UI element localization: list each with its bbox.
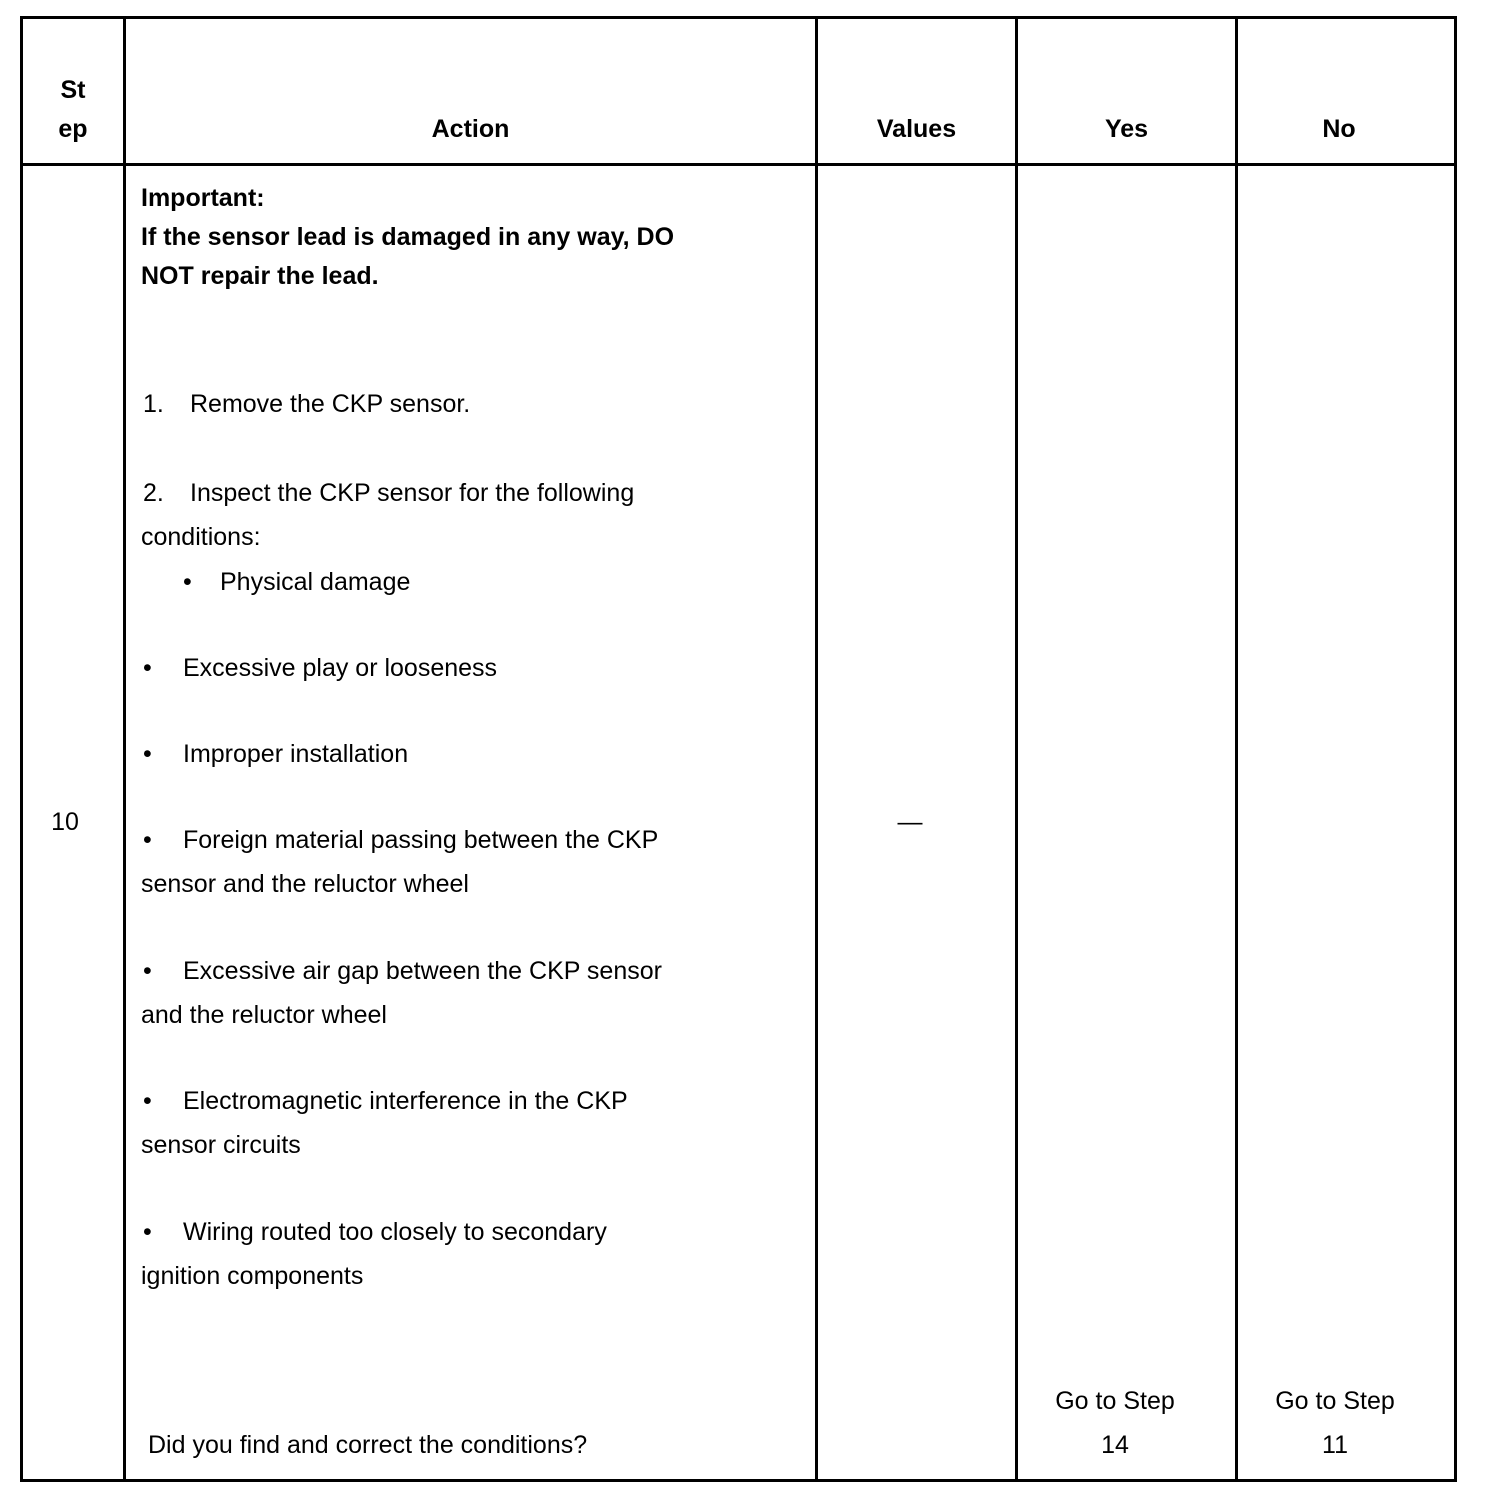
header-step-line2: ep — [58, 115, 88, 143]
yes-goto-step: 14 — [1101, 1431, 1129, 1459]
step-number: 10 — [51, 808, 79, 836]
condition-text: Physical damage — [220, 568, 411, 596]
bullet-glyph: • — [183, 568, 192, 596]
condition-text-cont: ignition components — [141, 1262, 364, 1290]
header-no: No — [1322, 115, 1356, 143]
values-cell: — — [897, 808, 923, 836]
action-step-1 — [143, 390, 470, 419]
action-step-2-text-cont: conditions: — [141, 523, 261, 551]
condition-text-cont: and the reluctor wheel — [141, 1001, 387, 1029]
condition-text: Wiring routed too closely to secondary — [183, 1218, 607, 1246]
important-label: Important: — [141, 184, 265, 212]
condition-text: Excessive air gap between the CKP sensor — [183, 957, 662, 985]
condition-text-cont: sensor and the reluctor wheel — [141, 870, 469, 898]
header-divider — [23, 163, 1454, 166]
condition-item — [143, 957, 662, 986]
important-line-1: If the sensor lead is damaged in any way, DO — [141, 223, 675, 251]
no-goto-label: Go to Step — [1275, 1387, 1395, 1415]
column-divider — [815, 19, 818, 1479]
yes-goto-label: Go to Step — [1055, 1387, 1175, 1415]
condition-item — [143, 1087, 628, 1116]
column-divider — [123, 19, 126, 1479]
action-step-1-text: Remove the CKP sensor. — [190, 390, 471, 418]
condition-item — [143, 1218, 607, 1247]
header-step — [23, 71, 123, 149]
header-step-line1: St — [60, 76, 86, 104]
bullet-glyph: • — [143, 654, 152, 682]
condition-text: Excessive play or looseness — [183, 654, 498, 682]
condition-text: Foreign material passing between the CKP — [183, 826, 659, 854]
condition-text-cont: sensor circuits — [141, 1131, 301, 1159]
bullet-glyph: • — [143, 826, 152, 854]
header-values: Values — [876, 115, 957, 143]
condition-item — [183, 568, 410, 597]
column-divider — [1015, 19, 1018, 1479]
bullet-glyph: • — [143, 1087, 152, 1115]
column-divider — [1235, 19, 1238, 1479]
condition-text: Electromagnetic interference in the CKP — [183, 1087, 628, 1115]
action-step-2 — [143, 479, 634, 508]
question-text: Did you find and correct the conditions? — [148, 1431, 588, 1459]
condition-item — [143, 654, 497, 683]
bullet-glyph: • — [143, 1218, 152, 1246]
important-line-2: NOT repair the lead. — [141, 262, 379, 290]
action-step-2-number: 2. — [143, 479, 164, 507]
condition-text: Improper installation — [183, 740, 409, 768]
header-yes: Yes — [1104, 115, 1149, 143]
condition-item — [143, 740, 408, 769]
no-goto-step: 11 — [1322, 1431, 1348, 1459]
action-step-1-number: 1. — [143, 390, 164, 418]
action-step-2-text: Inspect the CKP sensor for the following — [190, 479, 635, 507]
bullet-glyph: • — [143, 740, 152, 768]
condition-item — [143, 826, 658, 855]
header-action: Action — [431, 115, 510, 143]
bullet-glyph: • — [143, 957, 152, 985]
